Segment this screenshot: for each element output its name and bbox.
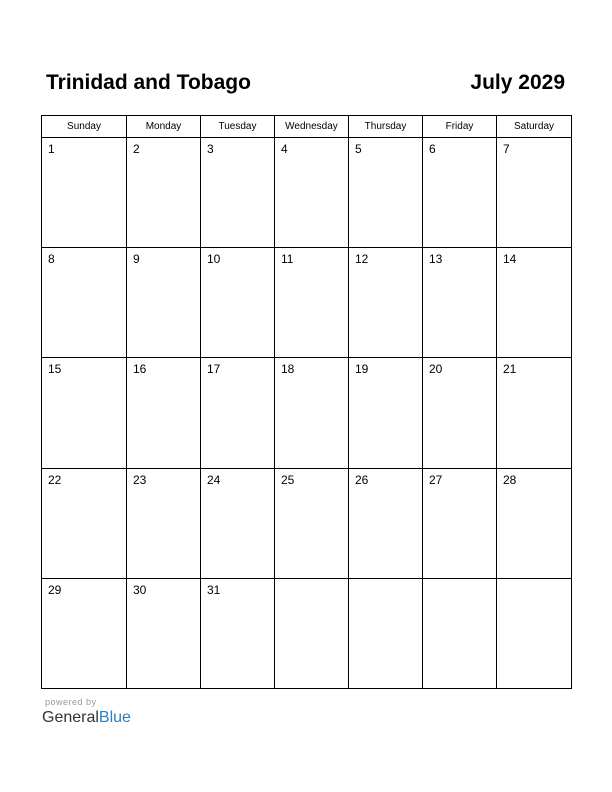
- day-cell: [127, 248, 201, 358]
- day-cell: [349, 248, 423, 358]
- day-number: 9: [133, 252, 140, 267]
- day-number: 20: [429, 362, 443, 377]
- day-cell: [42, 468, 127, 578]
- day-cell: [423, 468, 497, 578]
- day-cell: [42, 578, 127, 688]
- day-cell: [423, 138, 497, 248]
- day-cell: [423, 248, 497, 358]
- day-number: 25: [281, 472, 295, 487]
- day-cell: [275, 138, 349, 248]
- day-cell: [349, 468, 423, 578]
- day-cell: [275, 578, 349, 688]
- day-cell: [127, 358, 201, 468]
- calendar-grid: [41, 115, 572, 689]
- day-number: [275, 579, 348, 583]
- day-number: [349, 579, 422, 583]
- day-number: 22: [48, 472, 62, 487]
- day-number: 30: [133, 582, 147, 597]
- day-number: 16: [133, 362, 147, 377]
- day-cell: [275, 358, 349, 468]
- day-number: 31: [207, 582, 221, 597]
- day-cell: [349, 138, 423, 248]
- day-cell: [497, 578, 572, 688]
- day-cell: [201, 248, 275, 358]
- day-number: 11: [281, 252, 294, 267]
- day-number: 4: [281, 142, 288, 156]
- day-number: 19: [355, 362, 369, 377]
- day-cell: [497, 248, 572, 358]
- day-number: 17: [207, 362, 221, 377]
- day-number: 8: [48, 252, 55, 267]
- day-cell: [275, 248, 349, 358]
- day-cell: [201, 358, 275, 468]
- day-cell: [349, 358, 423, 468]
- day-number: [497, 579, 571, 583]
- day-number: 26: [355, 472, 369, 487]
- page-title-month: July 2029: [470, 71, 565, 94]
- day-number: 18: [281, 362, 295, 377]
- generalblue-logo[interactable]: [42, 709, 131, 727]
- day-number: 14: [503, 252, 517, 267]
- day-number: 24: [207, 472, 221, 487]
- day-number: 10: [207, 252, 221, 267]
- weekday-wednesday: Wednesday: [275, 116, 349, 138]
- day-number: 5: [355, 142, 362, 156]
- weekday-saturday: Saturday: [497, 116, 572, 138]
- day-number: 1: [48, 142, 55, 156]
- week-row-3: [42, 358, 572, 468]
- brand-blue: Blue: [98, 709, 131, 726]
- day-number: 6: [429, 142, 436, 156]
- week-row-1: [42, 138, 572, 248]
- day-number: 2: [133, 142, 140, 156]
- weekday-thursday: Thursday: [349, 116, 423, 138]
- day-cell: [42, 248, 127, 358]
- weekday-header-row: [42, 116, 572, 138]
- day-number: 13: [429, 252, 443, 267]
- day-cell: [42, 138, 127, 248]
- powered-by-text: powered by: [45, 697, 97, 707]
- week-row-5: [42, 578, 572, 688]
- brand-general: General: [42, 709, 99, 726]
- day-cell: [349, 578, 423, 688]
- day-cell: [497, 468, 572, 578]
- day-number: 12: [355, 252, 369, 267]
- day-cell: [201, 578, 275, 688]
- page-title-country: Trinidad and Tobago: [46, 71, 251, 94]
- day-number: 28: [503, 472, 517, 487]
- week-row-4: [42, 468, 572, 578]
- day-number: 27: [429, 472, 443, 487]
- day-number: 15: [48, 362, 62, 377]
- day-cell: [201, 138, 275, 248]
- day-number: 29: [48, 582, 62, 597]
- day-number: 23: [133, 472, 147, 487]
- day-number: 7: [503, 142, 510, 156]
- day-number: 3: [207, 142, 214, 156]
- day-cell: [497, 138, 572, 248]
- weekday-sunday: Sunday: [42, 116, 127, 138]
- day-cell: [423, 578, 497, 688]
- day-cell: [127, 138, 201, 248]
- day-cell: [497, 358, 572, 468]
- day-cell: [423, 358, 497, 468]
- day-cell: [201, 468, 275, 578]
- day-cell: [127, 468, 201, 578]
- day-cell: [42, 358, 127, 468]
- weekday-tuesday: Tuesday: [201, 116, 275, 138]
- week-row-2: [42, 248, 572, 358]
- day-number: [423, 579, 496, 583]
- day-number: 21: [503, 362, 517, 377]
- weekday-friday: Friday: [423, 116, 497, 138]
- day-cell: [127, 578, 201, 688]
- day-cell: [275, 468, 349, 578]
- weekday-monday: Monday: [127, 116, 201, 138]
